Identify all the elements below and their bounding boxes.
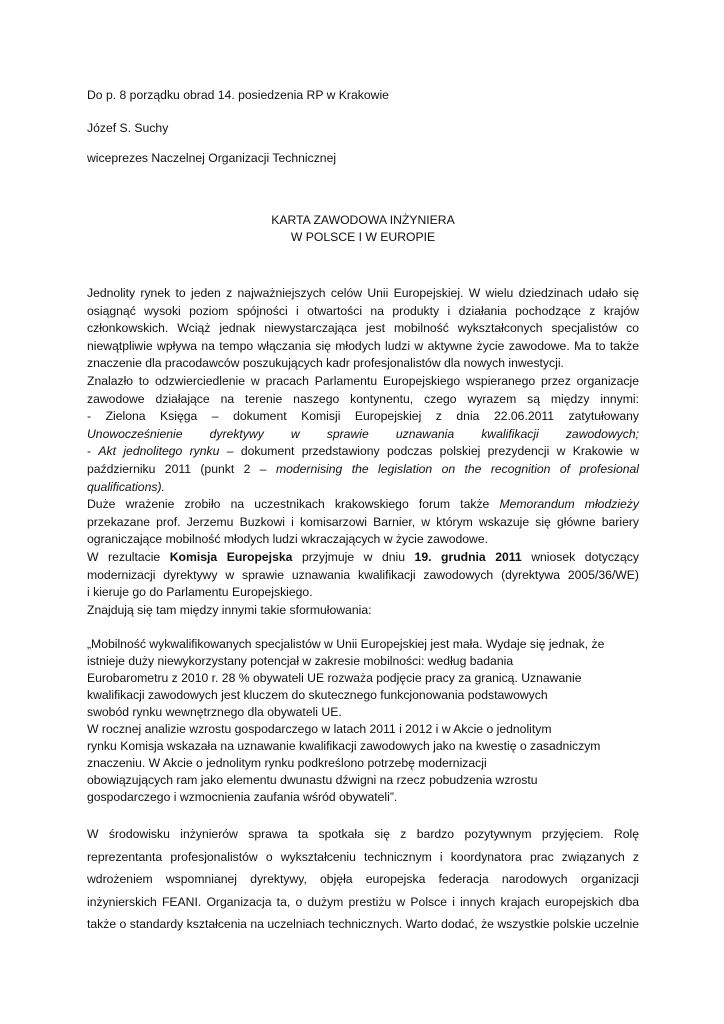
text-line: qualifications). xyxy=(87,479,165,494)
quote-line: swobód rynku wewnętrznego dla obywateli UE. xyxy=(87,705,342,720)
paragraph-intro xyxy=(87,285,639,619)
agenda-reference: Do p. 8 porządku obrad 14. posiedzenia RP w Krakowie xyxy=(87,88,389,102)
text-line: wdrożeniem wspomnianej dyrektywy, objęła europejska federacja narodowych organizacji xyxy=(87,872,639,887)
text-line xyxy=(87,496,639,514)
quote-line: rynku Komisja wskazała na uznawanie kwalifikacji zawodowych jako na kwestię o zasadniczym xyxy=(87,739,601,754)
text-line: niewątpliwie wpływa na tempo włączania się młodych ludzi w aktywne życie zawodowe. Ma to także xyxy=(87,338,639,353)
text-fragment-italic: modernising the legislation on the recognition of profesional xyxy=(275,461,639,476)
text-fragment: przyjmuje w dniu xyxy=(292,549,415,564)
text-line xyxy=(87,443,639,461)
title-line-1: KARTA ZAWODOWA INŻYNIERA xyxy=(271,213,455,227)
text-line: Znalazło to odzwierciedlenie w pracach Parlamentu Europejskiego wspieranego przez organizacje xyxy=(87,373,639,388)
commission-name: Komisja Europejska xyxy=(169,549,293,564)
text-fragment: październiku 2011 (punkt 2 – xyxy=(87,461,276,476)
text-line: osiągnąć wysoki poziom spójności i otwartości na produkty i działania pochodzące z krajów xyxy=(87,303,639,318)
paragraph-engineers xyxy=(87,823,639,936)
text-line: W środowisku inżynierów sprawa ta spotkała się z bardzo pozytywnym przyjęciem. Rolę xyxy=(87,827,639,842)
text-line: inżynierskich FEANI. Organizacja ta, o dużym prestiżu w Polsce i innych krajach europejskich dba xyxy=(87,894,639,909)
adoption-date: 19. grudnia 2011 xyxy=(414,549,522,564)
quote-line: znaczeniu. W Akcie o jednolitym rynku podkreślono potrzebę modernizacji xyxy=(87,756,487,771)
text-line: reprezentanta profesjonalistów o wykształceniu technicznym i koordynatora prac związanych z xyxy=(87,849,639,864)
text-fragment: W rezultacie xyxy=(87,549,170,564)
quote-line: kwalifikacji zawodowych jest kluczem do skutecznego funkcjonowania podstawowych xyxy=(87,688,548,703)
document-title xyxy=(87,212,639,246)
quotation-block xyxy=(87,636,639,806)
text-line: znaczenie dla pracodawców poszukujących kadr profesjonalistów dla nowych inwestycji. xyxy=(87,356,564,371)
text-line: przekazane prof. Jerzemu Buzkowi i komisarzowi Barnier, w którym wskazuje się główne bariery xyxy=(87,514,639,529)
text-fragment: wniosek dotyczący xyxy=(521,549,639,564)
text-fragment: Duże wrażenie zrobiło na uczestnikach krakowskiego forum także xyxy=(87,497,500,512)
text-line: i kieruje go do Parlamentu Europejskiego. xyxy=(87,585,313,600)
act-title: Akt jednolitego rynku xyxy=(98,444,220,459)
text-line: Unowocześnienie dyrektywy w sprawie uznawania kwalifikacji zawodowych; xyxy=(87,426,639,441)
quote-line: obowiązujących ram jako elementu dwunastu dźwigni na rzecz pobudzenia wzrostu xyxy=(87,773,538,788)
list-dash: - xyxy=(87,444,99,459)
text-line: członkowskich. Wciąż jednak niewystarczająca jest mobilność wykształconych specjalistów co xyxy=(87,321,639,336)
text-line: ograniczające mobilność młodych ludzi wkraczających w życie zawodowe. xyxy=(87,532,489,547)
document-body xyxy=(87,285,639,936)
text-line: Jednolity rynek to jeden z najważniejszych celów Unii Europejskiej. W wielu dziedzinach udało się xyxy=(87,286,639,300)
text-line: modernizacji dyrektywy w sprawie uznawania kwalifikacji zawodowych (dyrektywa 2005/36/WE) xyxy=(87,567,639,582)
spacer xyxy=(87,806,639,823)
quote-line: gospodarczego i wzmocnienia zaufania wśród obywateli”. xyxy=(87,790,398,805)
spacer xyxy=(87,619,639,636)
text-line: zawodowe działające na terenie naszego kontynentu, czego wyrazem są między innymi: xyxy=(87,391,639,406)
quote-line: Eurobarometru z 2010 r. 28 % obywateli UE rozważa podjęcie pracy za granicą. Uznawanie xyxy=(87,671,582,686)
author-name: Józef S. Suchy xyxy=(87,121,169,135)
title-line-2: W POLSCE I W EUROPIE xyxy=(290,230,436,244)
memorandum-title: Memorandum młodzieży xyxy=(499,497,639,512)
text-line xyxy=(87,461,639,479)
text-line: Znajdują się tam między innymi takie sformułowania: xyxy=(87,602,372,617)
quote-line: istnieje duży niewykorzystany potencjał w zakresie mobilności: według badania xyxy=(87,654,514,669)
text-line xyxy=(87,549,639,567)
text-line: także o standardy kształcenia na uczelniach technicznych. Warto dodać, że wszystkie polskie uczelnie xyxy=(87,917,639,932)
quote-line: W rocznej analizie wzrostu gospodarczego w latach 2011 i 2012 i w Akcie o jednolitym xyxy=(87,722,552,737)
text-fragment: – dokument przedstawiony podczas polskiej prezydencji w Krakowie w xyxy=(219,444,639,459)
author-position: wiceprezes Naczelnej Organizacji Technicznej xyxy=(87,151,337,165)
quote-line: „Mobilność wykwalifikowanych specjalistów w Unii Europejskiej jest mała. Wydaje się jednak, że xyxy=(87,637,605,652)
text-line: - Zielona Księga – dokument Komisji Europejskiej z dnia 22.06.2011 zatytułowany xyxy=(87,409,639,424)
